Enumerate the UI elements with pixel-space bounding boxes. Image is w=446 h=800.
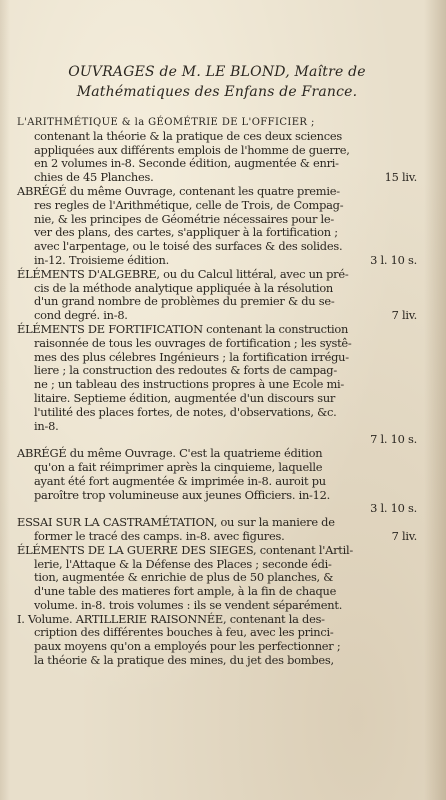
entry-line: l'utilité des places fortes, de notes, d'observations, &c.	[34, 404, 337, 419]
catalogue-entry	[17, 544, 417, 613]
entry-line	[17, 502, 417, 516]
entry-line-text: in-12. Troisieme édition.	[34, 252, 169, 267]
entry-price: 7 liv.	[391, 308, 417, 323]
entry-line: paux moyens qu'on a employés pour les perfectionner ;	[34, 639, 341, 654]
entry-line	[17, 433, 417, 447]
entry-price: 3 l. 10 s.	[370, 252, 417, 267]
catalogue-entry	[17, 116, 417, 185]
catalogue-entry	[17, 516, 417, 544]
entry-line: contenant la théorie & la pratique de ces deux sciences	[34, 128, 342, 143]
entry-line: lerie, l'Attaque & la Défense des Places ; seconde édi-	[34, 556, 332, 571]
entry-price: 15 liv.	[384, 170, 417, 185]
entry-price: 3 l. 10 s.	[370, 501, 417, 516]
entry-line: appliquées aux différents emplois de l'homme de guerre,	[34, 142, 350, 157]
entry-line: paroître trop volumineuse aux jeunes Officiers. in-12.	[34, 487, 331, 502]
entry-line: ayant été fort augmentée & imprimée in-8. auroit pu	[34, 473, 326, 488]
title-line: Mathématiques des Enfans de France.	[76, 84, 358, 100]
page-shadow-left	[0, 0, 10, 800]
entry-line: L'ARITHMÉTIQUE & la GÉOMÉTRIE DE L'OFFICIER ;	[17, 117, 315, 128]
entry-line: ESSAI SUR LA CASTRAMÉTATION, ou sur la maniere de	[17, 515, 335, 530]
entry-line: ne ; un tableau des instructions propres à une Ecole mi-	[34, 377, 345, 392]
entry-line	[17, 530, 417, 544]
page-shadow-right	[424, 0, 446, 800]
entry-line: la théorie & la pratique des mines, du jet des bombes,	[34, 653, 334, 668]
entry-line-text: former le tracé des camps. in-8. avec figures.	[34, 528, 285, 543]
entry-line: ÉLÉMENTS DE LA GUERRE DES SIEGES, contenant l'Artil-	[17, 542, 353, 557]
entry-line: raisonnée de tous les ouvrages de fortification ; les systê-	[34, 335, 352, 350]
catalogue-entry	[17, 323, 417, 447]
entry-line: liere ; la construction des redoutes & forts de campag-	[34, 363, 337, 378]
entry-line: d'une table des matieres fort ample, à la fin de chaque	[34, 584, 337, 599]
entry-line	[17, 309, 417, 323]
entry-line: d'un grand nombre de problèmes du premier & du se-	[34, 294, 335, 309]
catalogue-entry	[17, 447, 417, 516]
entry-price: 7 liv.	[391, 528, 417, 543]
entry-line: avec l'arpentage, ou le toisé des surfaces & des solides.	[34, 239, 343, 254]
publisher-catalogue	[17, 62, 417, 668]
entry-line: ver des plans, des cartes, s'appliquer à la fortification ;	[34, 225, 338, 240]
entry-price: 7 l. 10 s.	[370, 432, 417, 447]
entry-line: ÉLÉMENTS D'ALGEBRE, ou du Calcul littéral, avec un pré-	[17, 266, 349, 281]
entry-line: nie, & les principes de Géométrie nécessaires pour le-	[34, 211, 334, 226]
catalogue-entry	[17, 185, 417, 268]
catalogue-entry	[17, 613, 417, 668]
entry-line: in-8.	[34, 418, 59, 433]
entry-line: qu'on a fait réimprimer après la cinquieme, laquelle	[34, 459, 323, 474]
catalogue-entry	[17, 268, 417, 323]
entry-line: ABRÉGÉ du même Ouvrage. C'est la quatrieme édition	[17, 446, 323, 461]
entry-line: en 2 volumes in-8. Seconde édition, augmentée & enri-	[34, 156, 339, 171]
entry-line: tion, augmentée & enrichie de plus de 50 planches, &	[34, 570, 334, 585]
entry-line: volume. in-8. trois volumes : ils se vendent séparément.	[34, 597, 343, 612]
entry-line: litaire. Septieme édition, augmentée d'un discours sur	[34, 390, 336, 405]
entry-line: ABRÉGÉ du même Ouvrage, contenant les quatre premie-	[17, 183, 340, 198]
entry-line: ÉLÉMENTS DE FORTIFICATION contenant la construction	[17, 321, 349, 336]
entry-line-text: cond degré. in-8.	[34, 308, 128, 323]
title-line: OUVRAGES de M. LE BLOND, Maître de	[68, 64, 366, 80]
entry-line: res regles de l'Arithmétique, celle de Trois, de Compag-	[34, 197, 344, 212]
entry-line	[17, 254, 417, 268]
entry-line: mes des plus célebres Ingénieurs ; la fortification irrégu-	[34, 349, 349, 364]
entry-line: cis de la méthode analytique appliquée à la résolution	[34, 280, 334, 295]
entry-line: I. Volume. ARTILLERIE RAISONNÉE, contenant la des-	[17, 611, 325, 626]
entry-line	[17, 171, 417, 185]
entry-line: cription des différentes bouches à feu, avec les princi-	[34, 625, 334, 640]
page-title	[17, 62, 417, 102]
entry-line-text: chies de 45 Planches.	[34, 170, 154, 185]
